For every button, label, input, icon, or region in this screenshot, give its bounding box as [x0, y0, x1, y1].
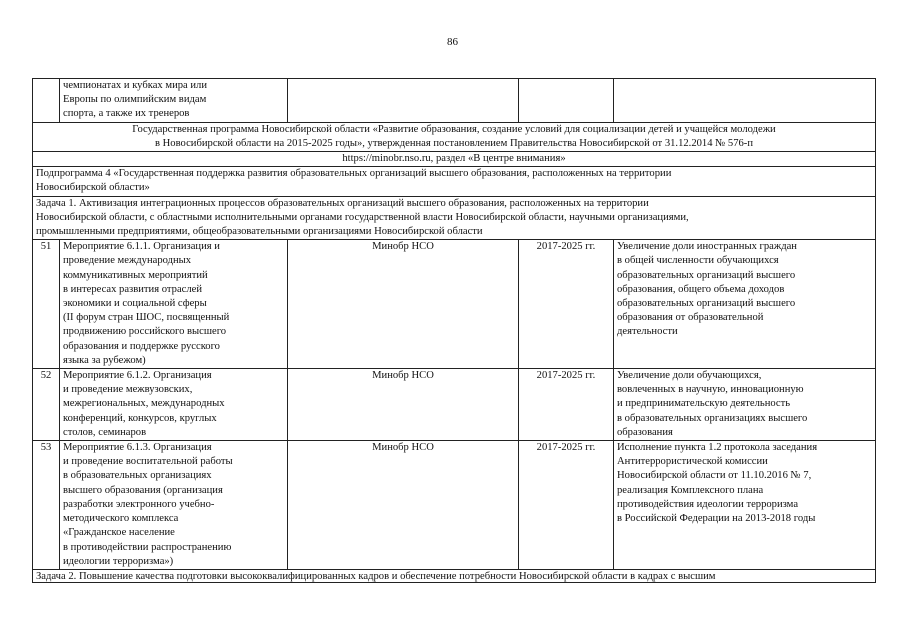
url-row: [33, 152, 876, 167]
row-number-cell: [33, 79, 60, 123]
result-text-line: Увеличение доли обучающихся,: [617, 370, 762, 382]
result-text-line: образования от образовательной: [617, 312, 764, 324]
result-text-line: образования, общего объема доходов: [617, 283, 785, 295]
executor-cell: Минобр НСО: [288, 369, 519, 441]
event-text-line: разработки электронного учебно-: [63, 498, 215, 510]
result-text-line: образования: [617, 426, 673, 438]
event-text-line: идеологии терроризма»): [63, 555, 174, 567]
result-text-line: в образовательных организациях высшего: [617, 412, 808, 424]
row-number-cell: 51: [33, 240, 60, 369]
result-text-line: образовательных организаций высшего: [617, 269, 796, 281]
period-cell: 2017-2025 гг.: [519, 369, 614, 441]
event-text-line: образования и поддержке русского: [63, 340, 220, 352]
program-title: [33, 122, 876, 151]
result-text-line: образовательных организаций высшего: [617, 298, 796, 310]
event-text-line: Мероприятие 6.1.3. Организация: [63, 442, 212, 454]
subprogram-title: [33, 167, 876, 196]
result-text-line: и предпринимательскую деятельность: [617, 398, 791, 410]
event-cell: [60, 240, 288, 369]
event-text-line: столов, семинаров: [63, 426, 147, 438]
result-text-line: деятельности: [617, 326, 678, 338]
event-text-line: и проведение воспитательной работы: [63, 456, 233, 468]
event-text-line: экономики и социальной сферы: [63, 298, 207, 310]
result-text-line: Увеличение доли иностранных граждан: [617, 241, 797, 253]
period-cell: 2017-2025 гг.: [519, 441, 614, 570]
subprogram-title-line: Подпрограмма 4 «Государственная поддержка развития образовательных организаций высшего образования, расположенных на территории: [36, 168, 672, 180]
event-text-line: чемпионатах и кубках мира или: [63, 80, 208, 91]
result-text-line: реализация Комплексного плана: [617, 484, 764, 496]
event-text-line: проведение международных: [63, 255, 192, 267]
event-cell: [60, 441, 288, 570]
period-cell: [519, 79, 614, 123]
executor-cell: [288, 79, 519, 123]
event-text-line: методического комплекса: [63, 513, 179, 525]
program-row: [33, 122, 876, 151]
event-text-line: Мероприятие 6.1.2. Организация: [63, 370, 212, 382]
event-text-line: в образовательных организациях: [63, 470, 212, 482]
event-text-line: межрегиональных, международных: [63, 398, 225, 410]
row-number-cell: 52: [33, 369, 60, 441]
event-text-line: и проведение межвузовских,: [63, 384, 193, 396]
executor-cell: Минобр НСО: [288, 240, 519, 369]
result-cell: [614, 369, 876, 441]
executor-cell: Минобр НСО: [288, 441, 519, 570]
subprogram-row: [33, 167, 876, 196]
event-text-line: высшего образования (организация: [63, 484, 223, 496]
task-1-row: [33, 196, 876, 240]
event-text-line: в интересах развития отраслей: [63, 283, 203, 295]
result-text-line: Новосибирской области от 11.10.2016 № 7,: [617, 470, 812, 482]
subprogram-title-line: Новосибирской области»: [36, 182, 150, 194]
page-number: 86: [447, 36, 458, 48]
event-cell: [60, 369, 288, 441]
measure-row: [33, 369, 876, 441]
task-1-title: [33, 196, 876, 240]
result-cell: [614, 79, 876, 123]
result-text-line: в общей численности обучающихся: [617, 255, 779, 267]
event-text-line: в противодействии распространению: [63, 541, 232, 553]
task-2-text: Задача 2. Повышение качества подготовки высококвалифицированных кадров и обеспечение потребности Новосибирской области в кадрах с высшим: [36, 570, 716, 582]
result-text-line: противодействия идеологии терроризма: [617, 498, 799, 510]
event-text-line: Мероприятие 6.1.1. Организация и: [63, 241, 220, 253]
program-title-line: в Новосибирской области на 2015-2025 годы», утвержденная постановлением Правительства Новосибирской от 31.12.2014 № 576-п: [155, 137, 753, 149]
event-text-line: продвижению российского высшего: [63, 326, 227, 338]
measure-row: [33, 441, 876, 570]
result-text-line: в Российской Федерации на 2013-2018 годы: [617, 513, 816, 525]
event-text-line: коммуникативных мероприятий: [63, 269, 208, 281]
measures-table: [32, 78, 876, 583]
measure-row: [33, 240, 876, 369]
event-text-line: Европы по олимпийским видам: [63, 94, 207, 106]
result-text-line: Исполнение пункта 1.2 протокола заседания: [617, 442, 818, 454]
program-url: https://minobr.nso.ru, раздел «В центре внимания»: [33, 152, 876, 167]
task-1-title-line: Новосибирской области, с областными исполнительными органами государственной власти Новосибирской области, научными организациями,: [36, 211, 689, 223]
period-cell: 2017-2025 гг.: [519, 240, 614, 369]
event-text-line: (II форум стран ШОС, посвященный: [63, 312, 230, 324]
task-1-title-line: промышленными предприятиями, общеобразовательными организациями Новосибирской области: [36, 226, 483, 238]
result-cell: [614, 441, 876, 570]
task-2-title: [33, 569, 876, 582]
event-cell: [60, 79, 288, 123]
row-number-cell: 53: [33, 441, 60, 570]
event-text-line: конференций, конкурсов, круглых: [63, 412, 217, 424]
task-2-row: [33, 569, 876, 582]
event-text-line: спорта, а также их тренеров: [63, 108, 190, 120]
result-text-line: Антитеррористической комиссии: [617, 456, 768, 468]
event-text-line: языка за рубежом): [63, 354, 146, 366]
program-title-line: Государственная программа Новосибирской области «Развитие образования, создание условий для социализации детей и учащейся молодежи: [132, 123, 776, 135]
result-text-line: вовлеченных в научную, инновационную: [617, 384, 804, 396]
task-1-title-line: Задача 1. Активизация интеграционных процессов образовательных организаций высшего образования, расположенных на территории: [36, 197, 649, 209]
result-cell: [614, 240, 876, 369]
continued-row: [33, 79, 876, 123]
event-text-line: «Гражданское население: [63, 527, 175, 539]
